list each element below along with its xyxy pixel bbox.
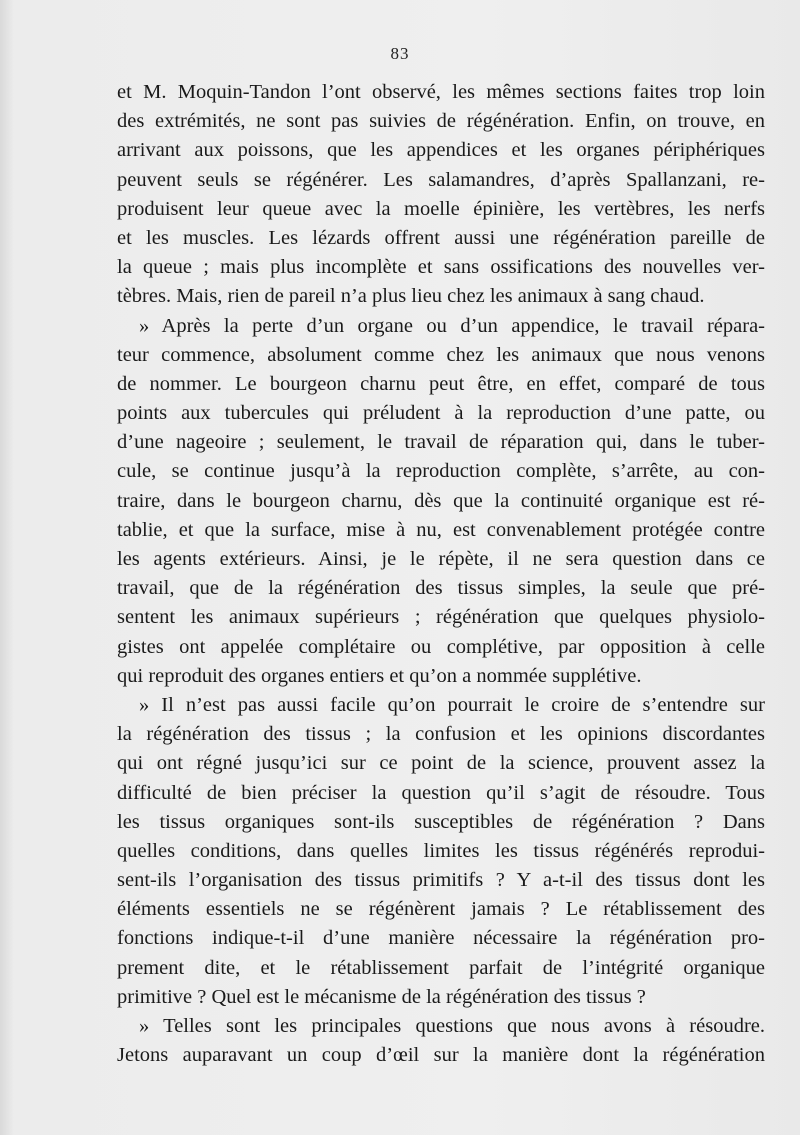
text-line: » Après la perte d’un organe ou d’un appendice, le travail répara- — [139, 314, 765, 337]
text-line: les agents extérieurs. Ainsi, je le répète, il ne sera question dans ce — [117, 548, 765, 570]
text-line: la queue ; mais plus incomplète et sans ossifications des nouvelles ver- — [117, 256, 765, 279]
text-line: sent-ils l’organisation des tissus primitifs ? Y a-t-il des tissus dont les — [117, 869, 765, 892]
text-line: produisent leur queue avec la moelle épinière, les vertèbres, les nerfs — [117, 197, 765, 220]
text-line: et M. Moquin-Tandon l’ont observé, les mêmes sections faites trop loin — [117, 81, 765, 103]
text-line: de nommer. Le bourgeon charnu peut être, en effet, comparé de tous — [117, 372, 765, 395]
text-line: la régénération des tissus ; la confusion et les opinions discordantes — [117, 723, 765, 746]
text-line: qui reproduit des organes entiers et qu’on a nommée supplétive. — [117, 664, 642, 687]
text-line: travail, que de la régénération des tissus simples, la seule que pré- — [117, 577, 765, 600]
text-line: sentent les animaux supérieurs ; régénération que quelques physiolo- — [117, 606, 765, 629]
text-line: gistes ont appelée complétaire ou complétive, par opposition à celle — [117, 635, 765, 658]
text-line: tèbres. Mais, rien de pareil n’a plus lieu chez les animaux à sang chaud. — [117, 285, 705, 308]
text-line: qui ont régné jusqu’ici sur ce point de la science, prouvent assez la — [117, 752, 765, 775]
text-line: » Telles sont les principales questions que nous avons à résoudre. — [139, 1015, 765, 1037]
text-line: fonctions indique-t-il d’une manière nécessaire la régénération pro- — [117, 927, 765, 950]
text-line: » Il n’est pas aussi facile qu’on pourrait le croire de s’entendre sur — [139, 693, 765, 716]
text-line: et les muscles. Les lézards offrent aussi une régénération pareille de — [117, 226, 765, 249]
text-line: Jetons auparavant un coup d’œil sur la manière dont la régénération — [117, 1044, 765, 1067]
text-line: difficulté de bien préciser la question qu’il s’agit de résoudre. Tous — [117, 781, 765, 804]
text-line: arrivant aux poissons, que les appendices et les organes périphériques — [117, 139, 765, 162]
text-line: des extrémités, ne sont pas suivies de régénération. Enfin, on trouve, en — [117, 110, 765, 133]
text-line: d’une nageoire ; seulement, le travail de réparation qui, dans le tuber- — [117, 431, 765, 454]
text-line: éléments essentiels ne se régénèrent jamais ? Le rétablissement des — [117, 898, 765, 921]
text-line: teur commence, absolument comme chez les animaux que nous venons — [117, 343, 765, 366]
text-line: cule, se continue jusqu’à la reproduction complète, s’arrête, au con- — [117, 460, 765, 483]
text-line: traire, dans le bourgeon charnu, dès que la continuité organique est ré- — [117, 489, 765, 512]
text-line: primitive ? Quel est le mécanisme de la régénération des tissus ? — [117, 985, 646, 1008]
text-line: tablie, et que la surface, mise à nu, est convenablement protégée contre — [117, 518, 765, 541]
text-line: points aux tubercules qui préludent à la reproduction d’une patte, ou — [117, 402, 765, 425]
text-line: prement dite, et le rétablissement parfait de l’intégrité organique — [117, 956, 765, 979]
text-line: les tissus organiques sont-ils susceptibles de régénération ? Dans — [117, 810, 765, 833]
text-line: peuvent seuls se régénérer. Les salamandres, d’après Spallanzani, re- — [117, 168, 765, 191]
page-number: 83 — [390, 44, 410, 63]
text-line: quelles conditions, dans quelles limites les tissus régénérés reprodui- — [117, 839, 765, 862]
body-text — [117, 78, 765, 1070]
